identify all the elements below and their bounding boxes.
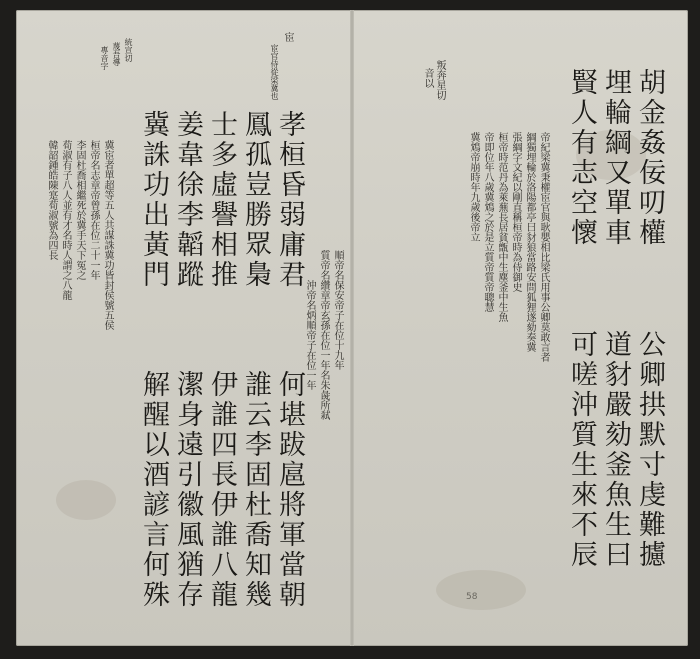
main-text-column: 誰云李固杜喬知幾 (240, 370, 271, 610)
main-text-column: 埋輪綱又單車 (600, 68, 631, 248)
main-text-column: 道豺嚴劾釜魚生曰 (600, 330, 631, 570)
commentary-column: 帝即位年八歲冀鴆之於是立質帝質帝聰慧 (482, 132, 493, 312)
header-note: 宦官侍從梁冀也 (270, 44, 279, 100)
commentary-column: 綱獨埋輪於洛陽都亭曰豺狼當路安問狐狸遂劾奏冀 (524, 132, 535, 352)
right-leaf (352, 10, 688, 646)
reign-note: 質帝名纘章帝玄孫在位一年名朱彘所弒 (318, 250, 329, 420)
main-text-column: 胡金姦佞叨權 (634, 68, 665, 248)
main-text-column: 士多虛譽相推 (206, 110, 237, 290)
header-note: 叛奔星切 (434, 60, 445, 100)
commentary-column: 冀宦者單超等五人共謀誅冀功皆封侯號五侯 (102, 140, 113, 330)
main-text-column: 何堪跋扈將軍當朝 (274, 370, 305, 610)
commentary-column: 冀鴆帝崩時年九歲後帝立 (468, 132, 479, 242)
page-number: 58 (466, 592, 478, 602)
commentary-column: 桓帝時范丹為萊蕪長居貧甑中生塵釜中生魚 (496, 132, 507, 322)
reign-note: 沖帝名炳順帝子在位一年 (304, 280, 315, 390)
main-text-column: 冀誅功出黃門 (138, 110, 169, 290)
commentary-column: 韓韶鍾皓陳寔荀淑號為四長 (46, 140, 57, 260)
header-note: 宦 (282, 32, 293, 42)
main-text-column: 可嗟沖質生來不辰 (566, 330, 597, 570)
corner-note: 蔑吾導 (112, 42, 121, 66)
main-text-column: 姜韋徐李韜蹤 (172, 110, 203, 290)
commentary-column: 桓帝名志章帝曾孫在位二十一年 (88, 140, 99, 280)
commentary-column: 帝紀梁冀秉權宦官與耿嬰相比梁氏用事公卿莫敢言者 (538, 132, 549, 362)
commentary-column: 張綱字文紀以剛直稱桓帝時為侍御史 (510, 132, 521, 292)
commentary-column: 李固杜喬相繼死於冀手天下冤之 (74, 140, 85, 280)
commentary-column: 荀淑有子八人並有才名時人謂之八龍 (60, 140, 71, 300)
corner-note: 統宣切 (124, 38, 133, 62)
main-text-column: 公卿拱默寸虔難攄 (634, 330, 665, 570)
main-text-column: 孝桓昏弱庸君 (274, 110, 305, 290)
main-text-column: 鳳孤豈勝眾梟 (240, 110, 271, 290)
main-text-column: 賢人有志空懷 (566, 68, 597, 248)
left-leaf (16, 10, 352, 646)
header-note: 音以 (422, 68, 433, 88)
reign-note: 順帝名保安帝子在位十九年 (332, 250, 343, 370)
corner-note: 專音字 (100, 46, 109, 70)
main-text-column: 伊誰四長伊誰八龍 (206, 370, 237, 610)
manuscript-sheet (16, 10, 688, 646)
main-text-column: 潔身遠引徽風猶存 (172, 370, 203, 610)
main-text-column: 解醒以酒諺言何殊 (138, 370, 169, 610)
